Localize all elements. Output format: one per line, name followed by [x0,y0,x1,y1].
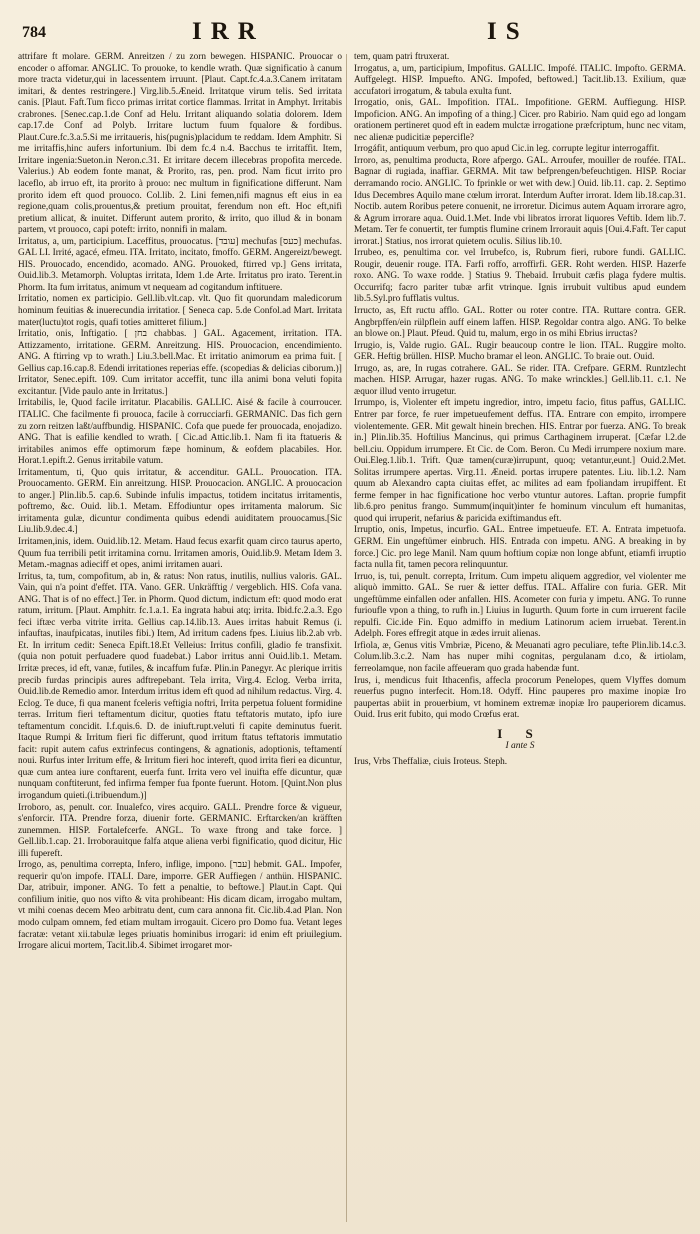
entry: Irrogatio, onis, GAL. Impofition. ITAL. Impofitione. GERM. Auffiegung. HISP. Impoficion. ANG. An impofing of a thing.] Cicer. pro Rabirio. Nam quid ego ad longam orationem pertineret quod eft in eadem mulctæ irrogatione præfcriptum, hunc nec vitam, nec alienæ pudicitiæ pepercifle? [354,98,686,143]
left-column [18,52,342,953]
entry: Irfiola, æ, Genus vitis Vmbriæ, Piceno, & Meuanati agro peculiare, tefte Plin.lib.14.c.3. Colum.lib.3.c.2. Nam has nuper mihi cognitas, pergulanam d.co, & irtiolam, ferreolamque, non facile affeueram quo grada habendæ funt. [354,640,686,674]
column-divider [346,54,347,1222]
section-subheading: I ante S [505,741,535,752]
entry: Irrubeo, es, penultima cor. vel Irrubefco, is, Rubrum fieri, rubore fundi. GALLIC. Rougir, deuenir rouge. ITA. Farfi roffo, arroffirfi. GER. Roht werden. HISP. Hazerfe roxo. ANG. To waxe rodde. ] Statius 9. Thebaid. Irrubuit cæfis plaga fydere multis. Occurrifq; facro pariter tubæ arfit vtrinque. Ignis irrubuit vultibus apud eundem lib.5.Syl.pro fufflatis vultus. [354,248,686,305]
entry: Irritamentum, ti, Quo quis irritatur, & accenditur. GALL. Prouocation. ITA. Prouocamento. GERM. Ein anreitzung. HISP. Prouocacion. ANGLIC. A prouocacion to anger.] Plin.lib.5. cap.6. Subinde infulis impactus, totidem incitatus irritamentis, poftremo, &c. Ouid. lib.1. Metam. Effodiuntur opes irritamenta malorum. Sic irritamenta gulæ, dicuntur condimenta quibus edendi auiditatem prouocamus.[Sic Liu.lib.9.dec.4.] [18,467,342,536]
entry: Irroro, as, penultima producta, Rore afpergo. GAL. Arroufer, mouiller de roufée. ITAL. Bagnar di rugiada, inaffiar. GERMA. Mit taw befprengen/befeuchtigen. HISP. Rociar derramando rocio. ANGLIC. To fprinkle or wet with dew.] Ouid. lib.11. cap. 2. Septimo Idus Decembres Aquilo mane cœlum irrorat. Interdum Aufter irrorat. Idem lib.18.cap.31. Noctib. autem Roribus petere conuenit, ne irroretur. Dicimus autem Aquam irrorare agro, & Agrum irrorare aqua. Ouid.1.Met. Inde vbi libratos irrorat liquores Veftib. Idem lib.7. Metam. Ter fe conuertit, ter fumptis flumine crinem Irrorauit aquis [Oui.4.Faft. Ter caput irrorat.] Statius, nos irrorat quietem oculis. Silius lib.10. [354,155,686,247]
entry: Irritator, Senec.epift. 109. Cum irritator acceffit, tunc illa animi bona veluti fopita excitantur. [Vide paulo ante in Irritatus.] [18,375,342,397]
entry: Irructo, as, Eft ructu afflo. GAL. Rotter ou roter contre. ITA. Ruttare contra. GER. Angbrpffen/ein rülpflein auff einem laffen. HISP. Regoldar contra algo. ANG. To belke an blowe on.] Plaut. Pfeud. Quid tu, malum, ergo in os mihi Ebrius irructas? [354,306,686,340]
entry: Irritamen,inis, idem. Ouid.lib.12. Metam. Haud fecus exarfit quam circo taurus aperto, Quum fua terribili petit irritamina cornu. Irritamen amoris, Ouid.lib.9. Metam Idem 3. Metam.-magnas adieciff et opes, animi irritamen auari. [18,536,342,571]
entry: attrifare ft molare. GERM. Anreitzen / zu zorn bewegen. HISPANIC. Prouocar o encoder o affomar. ANGLIC. To prouoke, to kendle wrath. Quæ significatio à canum more tracta videtur,qui in lacessentem irruunt. [Plaut. Capt.fc.4.a.3.Canem irritatam imitari, & dentes restringere.] Virg.lib.5.Æneid. Irritatque virum telis. Sed irritata canis. [Plaut. Faft.Tum ficco primas irritat cortice flammas. Irritat in Amphyt. Irritabis crabrones. [Senec.cap.1.de Conf ad Helu. Irritant aliquando solatia dolorem. Idem cap.17.de Conf ad Polyb. Irritare luctum fuum fqualore & fordibus. Plaut.Cure.fc.3.a.5.Si me irritaueris, his(pugnis)placidum te reddam. Idem Amphitr. Si me irritaffis,hinc aufers infortunium. Ibi dem fc.4 n.4. Bacchus te irritaffit. Item, Irritare ingenia:Sueton.in Neron.c.31. Et irritare decem illecebras propofita mercede. Valerius.) Ab eodem fonte manat, & Prorito, ras, pen. prod. Nam ficut irrito pro laceflo, ab irruo eft, ita prorito à prouo: nec multum in fignificatione differunt. Nam prorito idem eft quod prouoco. Col.lib. 2. Lini femen,nifi magnus eft eius in ea regione,quam colis,prouentus,& pretium prouitat, ferendum non eft. Hoc eft,nifi pretium allicat, & inuitet. Differunt autem prorito, & irrito, quo illud & in bonam partem, vt prouoco, capi poteft: irrito, nonnifi in malam. [18,52,342,236]
running-head-right: IS [487,18,529,45]
right-column [354,52,686,768]
entry: Irritatio, onis, Inftigatio. [ בחן chabbas. ] GAL. Agacement, irritation. ITA. Attizzamento, irritatione. GERM. Anreitzung. HIS. Prouocacion, encendimiento. ANG. A ftirring vp to wrath.] Liu.3.bell.Mac. Et irritatio animorum ea prima fuit. [ Gellius cap.16.cap.8. Edendi irritationes reperias effe. (scopedias & delicias ciborum.)] [18,329,343,374]
page-number: 784 [22,24,46,41]
entry: Irritatus, a, um, participium. Laceffitus, prouocatus. [עובד] mechufas [כעס] mechufas. GAL LI. Irrité, agacé, efmeu. ITA. Irritato, incitato, fmoffo. GERM. Angereizt/bewegt. HIS. Prouocado, encendido, acomado. ANG. Prouoked, ftirred vp.] Gens irritata, Ouid.lib.3. Metamorph. Voluptas irritata, Idem 1.de Arte. Irritatus pro irato. Terent.in Phorm. Ita fum irritatus, animum vt nequeam ad cogitandum inftituere. [18,236,342,293]
entry: Irritatio, nomen ex participio. Gell.lib.vlt.cap. vlt. Quo fit quorundam maledicorum hominum feuitias & inuerecundia irritatior. [ Seneca cap. 5.de Confol.ad Mart. Irritata mater(luctu)tot rogis, quafi toties amitteret filium.] [18,294,342,328]
entry: Irrugo, as, are, In rugas cotrahere. GAL. Se rider. ITA. Crefpare. GERM. Runtzlecht machen. HISP. Arrugar, hazer rugas. ANG. To make wrinckles.] Gell.lib.11. c.1. Ne æquor illud vento irrugetur. [354,363,686,397]
page-header [22,18,690,46]
entry: Irus, i, mendicus fuit Ithacenfis, affecla procorum Penelopes, quem Vlyffes domum reuerfus pugno interfecit. Hom.18. Odyff. Hinc pauperes pro maxime inopiæ Iro paupertas abiit in prouerbium, vt hominem extremæ inopiæ Iro pauperiorem dicamus. Ouid. Irus erit fubito, qui modo Crœfus erat. [354,675,686,721]
entry: Irritus, ta, tum, compofitum, ab in, & ratus: Non ratus, inutilis, nullius valoris. GAL. Vain, qui n'a point d'effet. ITA. Vano. GER. Unkräfftig / vergeblich. HIS. Cofa vana. ANG. That is of no effect.] Ter. in Phorm. Quod dictum, indictum eft: quod modo erat ratum, irritum. [Plaut. Amphitr. fc.1.a.1. Ea ingrata habui atq; irrita. Ibid.fc.2.a.3. Ego feci iftæc verba vitrite irrita. Gellius cap.14.lib.13. Aues irritas habuit Remus (i. infauftas, inaufpicatas, inutiles fibi.) Item, Ad irritum cadens fpes. Liuius lib.2.ab vrb. Et. In irritum cedit: Seneca Epift.18.Et Velleius: Irritus confili, gladio fe transfixit. (quia non potuit perfuadere quod fuadebat.) Labor irritus anni Ouid.lib.1. Metam. Irritæ preces, id eft, vanæ, futiles, & incaffum fufæ. Plin.in Panegyr. Ac plerique irritis precib furdas principis aures adftrepebant. Tela irrita, Virg.4. Eclog. Verba irrita, Ouid.lib.de Remedio amor. Interdum irritus idem eft quod ad nihilum redactus. Virg. 4. Eclog. Te duce, fi qua manent fceleris veftigia noftri, Irrita perpetua foluent formidine terras. Irritum fieri teftamentum dicitur, quoties ftatu teftatoris mutato, ipfo iure teftamentum concidit. I.f.quis.6. D. de iniuft.rupt.veluti fi capite deminutus fuerit. Itaque Rumpi & Irritum fieri fic differunt, quod irritum ftatus teftatoris immutatio facit: rupit autem cafus extrinfecus contingens, & agnationis, adoptionis, teftamentí noui. Rurfus inter Irritum effe, & Irritum fieri hoc intereft, quod irrita fieri ea dicuntur, quæ cum antea iure conftarent, euerfa funt. Irrita vero vel inuifta effe dicuntur, quæ nunquam conftiterunt, fed infirma femper fua fponte fuerunt. Hotom. [Quint.Non plus irrogandum quieti.(i.tribuendum.)] [18,571,342,801]
section-heading: I S [497,725,543,741]
entry: Irroboro, as, penult. cor. Inualefco, vires acquiro. GALL. Prendre force & vigueur, s'enforcir. ITA. Prendre forza, diuenir forte. GERMANIC. Erftarcken/an kräfften zunemmen. HISP. Fortalefcerfe. ANGL. To waxe ftrong and take force. ] Gell.lib.1.cap. 21. Irroborauitque falfa atque aliena verbi fignificatio, quod dicitur, Hic illi fupereft. [18,802,342,859]
running-head-left: IRR [192,18,265,45]
entry: Irrogatus, a, um, participium, Impofitus. GALLIC. Impofé. ITALIC. Impofto. GERMA. Auffgelegt. HISP. Impuefto. ANG. Impofed, beftowed.] Tacit.lib.13. Exilium, quæ accufatori irrogatum, & tabula exulta funt. [354,63,686,97]
entry: Irruptio, onis, Impetus, incurfio. GAL. Entree impetueufe. ET. A. Entrata impetuofa. GERM. Ein ungeftümer einbruch. HIS. Entrada con impetu. ANG. A breaking in by force.] Cic. pro lege Manil. Nam quum hoftium copiæ non longe abfunt, etiamfi irruptio facta nulla fit, tamen pecora relinquuntur. [354,525,686,571]
entry: tem, quam patri ftruxerat. [354,52,450,62]
entry: Irritabilis, le, Quod facile irritatur. Placabilis. GALLIC. Aisé & facile à courroucer. ITALIC. Che facilmente fi prouoca, facile à corrucciarfi. GERMANIC. Das fich gern zu zorn reitzen laßt/auffbundig. HISPANIC. Cofa que puede fer prouocada, enojadizo. ANG. That is eafilie kendled to wrath. [ Cic.ad Attic.lib.1. Nam fi ita ftatueris & irritabiles animos effe optimorum fæpe hominum, & eofdem placabiles. Hor. Horat.1.epift.2. Genus irritabile vatum. [18,398,342,467]
entry: Irrogáfit, antiquum verbum, pro quo apud Cic.in leg. corrupte legitur interrogaffit. [354,144,660,155]
entry: Irus, Vrbs Theffaliæ, ciuis Iroteus. Steph. [354,756,508,767]
entry: Irrogo, as, penultima correpta, Infero, inflige, impono. [עבר] hebmit. GAL. Impofer, requerir qu'on impofe. ITALI. Dare, imporre. GER Auffiegen / anthün. HISPANIC. Dar, atribuir, imponer. ANG. To fett a penaltie, to beftowe.] Plaut.in Capt. Qui confilium initie, quo nos vifto & vita prohibeant: His dicam dicam, irrogabo multam, vt mihi coenas decem Meo arbitratu dent, cum cara annona fit. Cic.lib.4.ad Plan. Non modo culpam omnem, fed etiam multam irrogauit. Cicero pro Domo fua. Vetant leges facratæ: vetant xii.tabulæ leges priuatis hominibus irrogari: id enim eft priuilegium. Irrogare alicui mortem, Tacit.lib.4. Sibimet irrogaret mor- [18,860,342,952]
entry: Irrumpo, is, Violenter eft impetu ingredior, intro, impetu facio, fitus paffus, GALLIC. Entrer par force, fe ruer impetueufement deffus. ITA. Entrare con empito, irrompere violentemente. GER. Mit gewalt hinein brechen. HIS. Entrar por fuerza. ANG. To break in.] Plin.lib.35. Hoftilius Mancinus, qui primus Carthaginem irruperat. [Cæfar l.2.de bell.ciu. Oppidum irrumpere. Et Cic. de Com. Beron. Cu Medi irrumpere noxium mare. Oui.Eleg.1.lib.1. Trift. Quæ tamen(curæ)irrupunt, quoq; vetantur,eunt.] Ouid.2.Met. Solitas irrumpere apertas. Virg.11. Æneid. portas irrupere patentes. Liu. lib.1.2. Nam quum ab Alexandro capta ciuitas effet, ac milites ad eam fpoliandam irrupiffent. Et ferme femper in hac fignificatione hoc verbo vtuntur autores. Laftan. proprie fumpfit lib.6.pro penitus frango. Summum(inquit)inter fe hominum vinculum eft humanitas, quod qui irruperit, nefarius & paricida exiftimandus eft. [354,398,686,524]
entry: Irruo, is, tui, penult. correpta, Irritum. Cum impetu aliquem aggredior, vel violenter me aliquò immitto. GAL. Se ruer & ietter deffus. ITAL. Affalire con furia. GER. Mit ungeftümme einfallen oder anfallen. HIS. Acometer con furia y impetu. ANG. To runne furioufle vpon a thing, to rufh in.] Liuius in Iugurth. Quum forte in cum irruerent facile repulfi. Cic.ide Fin. Equo admiffo in medium Latinorum aciem irruebat. Terent.in Adelph. Fores effregit atque in ædes irruit alienas. [354,571,686,640]
entry: Irrugio, is, Valde rugio. GAL. Rugir beaucoup contre le lion. ITAL. Ruggire molto. GER. Heftig brüllen. HISP. Mucho bramar el leon. ANGLIC. To braie out. Ouid. [354,340,686,363]
